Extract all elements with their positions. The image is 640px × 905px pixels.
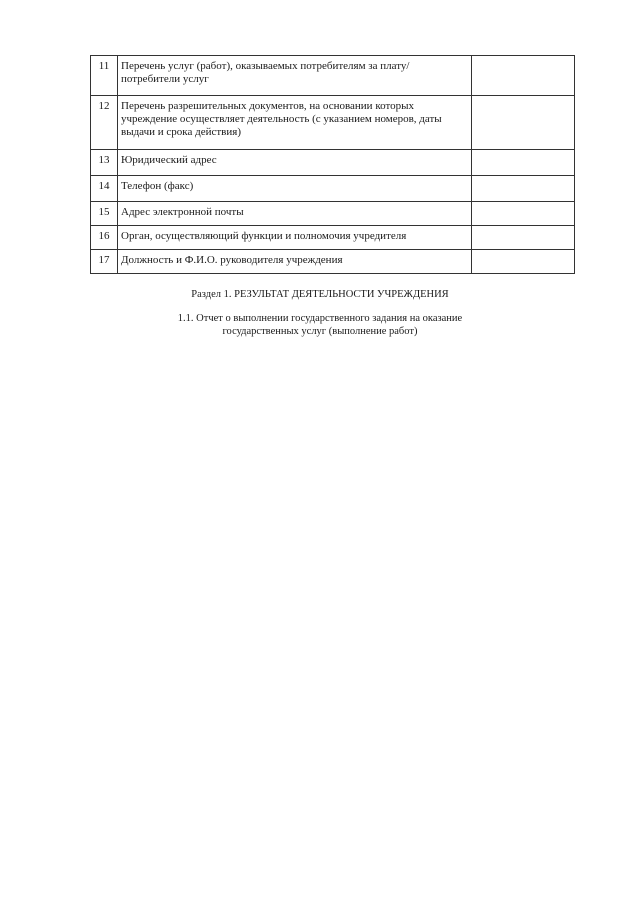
row-number: 12 — [91, 96, 118, 150]
row-label: Перечень услуг (работ), оказываемых потребителям за плату/потребители услуг — [118, 56, 472, 96]
table-row — [91, 250, 575, 274]
row-value — [472, 226, 575, 250]
row-value — [472, 96, 575, 150]
row-number: 15 — [91, 202, 118, 226]
row-label: Юридический адрес — [118, 150, 472, 176]
row-value — [472, 150, 575, 176]
row-label: Перечень разрешительных документов, на основании которых учреждение осуществляет деятельность (с указанием номеров, даты выдачи и срока действия) — [118, 96, 472, 150]
table-row — [91, 202, 575, 226]
subsection-title-line: 1.1. Отчет о выполнении государственного задания на оказание — [177, 313, 463, 324]
row-label: Должность и Ф.И.О. руководителя учреждения — [118, 250, 472, 274]
row-value — [472, 176, 575, 202]
row-value — [472, 56, 575, 96]
table-row — [91, 150, 575, 176]
row-number: 17 — [91, 250, 118, 274]
table-row — [91, 176, 575, 202]
row-number: 16 — [91, 226, 118, 250]
section-title: Раздел 1. РЕЗУЛЬТАТ ДЕЯТЕЛЬНОСТИ УЧРЕЖДЕНИЯ — [191, 289, 449, 300]
row-value — [472, 202, 575, 226]
row-label: Орган, осуществляющий функции и полномочия учредителя — [118, 226, 472, 250]
row-number: 14 — [91, 176, 118, 202]
row-label: Телефон (факс) — [118, 176, 472, 202]
institution-info-table — [90, 55, 575, 274]
table-row — [91, 56, 575, 96]
subsection-title-line: государственных услуг (выполнение работ) — [222, 326, 418, 337]
subsection-title — [0, 312, 640, 338]
row-number: 11 — [91, 56, 118, 96]
table-row — [91, 96, 575, 150]
table-row — [91, 226, 575, 250]
row-label: Адрес электронной почты — [118, 202, 472, 226]
row-number: 13 — [91, 150, 118, 176]
row-value — [472, 250, 575, 274]
